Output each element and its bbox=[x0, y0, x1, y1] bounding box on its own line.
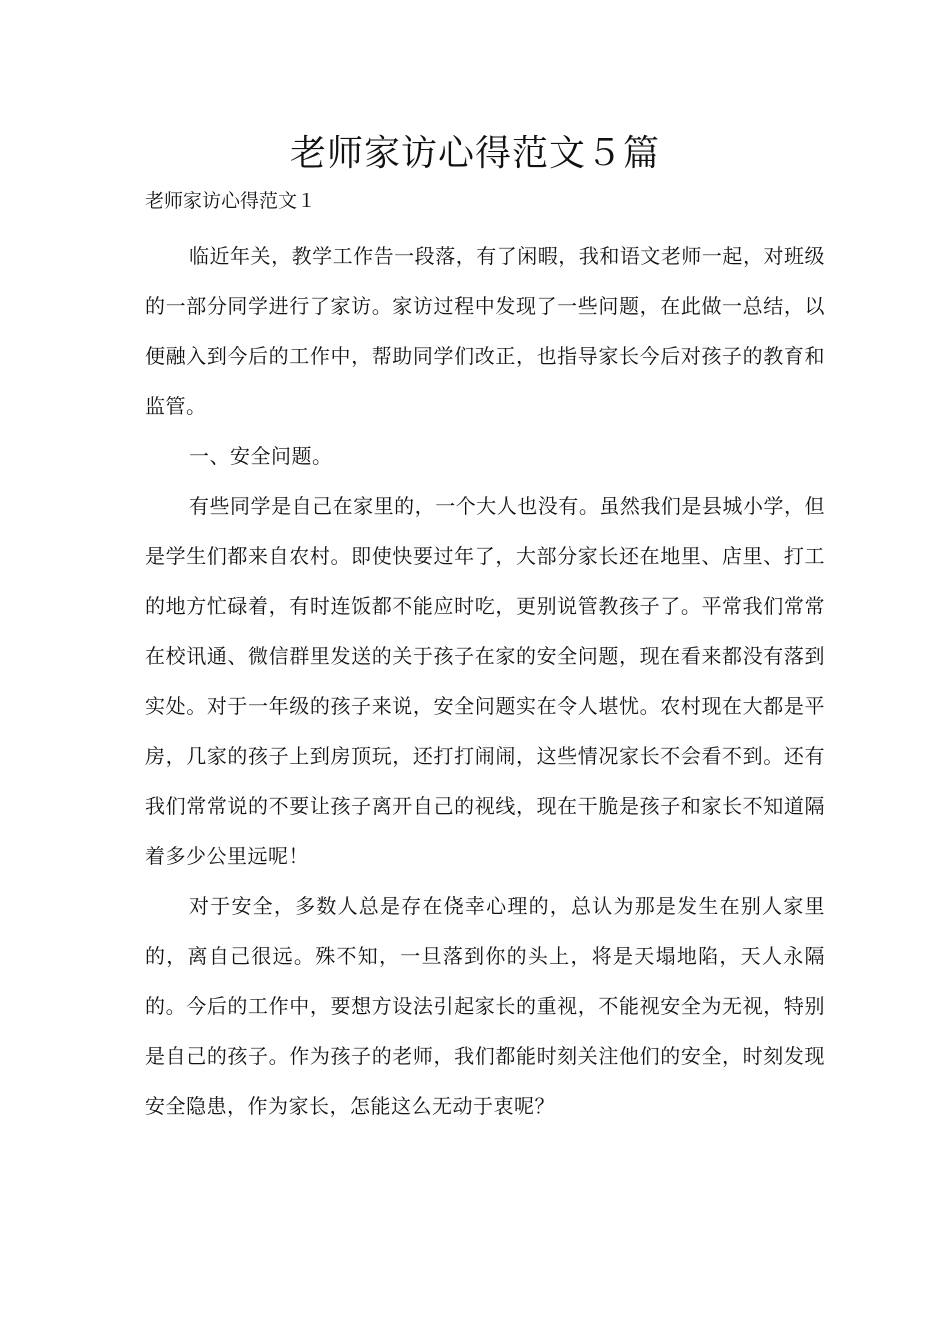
paragraph-intro: 临近年关，教学工作告一段落，有了闲暇，我和语文老师一起，对班级的一部分同学进行了家访。家访过程中发现了一些问题，在此做一总结，以便融入到今后的工作中，帮助同学们改正，也指导家长今后对孩子的教育和监管。 bbox=[145, 244, 825, 418]
paragraph-safety-reflection: 对于安全，多数人总是存在侥幸心理的，总认为那是发生在别人家里的，离自己很远。殊不知，一旦落到你的头上，将是天塌地陷，天人永隔的。今后的工作中，要想方设法引起家长的重视，不能视安全为无视，特别是自己的孩子。作为孩子的老师，我们都能时刻关注他们的安全，时刻发现安全隐患，作为家长，怎能这么无动于衷呢？ bbox=[145, 894, 825, 1118]
section-subtitle: 老师家访心得范文１ bbox=[145, 190, 317, 212]
document-body bbox=[145, 231, 825, 1131]
paragraph-safety-situation: 有些同学是自己在家里的，一个大人也没有。虽然我们是县城小学，但是学生们都来自农村。即使快要过年了，大部分家长还在地里、店里、打工的地方忙碌着，有时连饭都不能应时吃，更别说管教孩子了。平常我们常常在校讯通、微信群里发送的关于孩子在家的安全问题，现在看来都没有落到实处。对于一年级的孩子来说，安全问题实在令人堪忧。农村现在大都是平房，几家的孩子上到房顶玩，还打打闹闹，这些情况家长不会看不到。还有我们常常说的不要让孩子离开自己的视线，现在干脆是孩子和家长不知道隔着多少公里远呢！ bbox=[145, 494, 825, 868]
section-heading-safety: 一、安全问题。 bbox=[189, 444, 333, 468]
document-title: 老师家访心得范文５篇 bbox=[289, 133, 660, 174]
